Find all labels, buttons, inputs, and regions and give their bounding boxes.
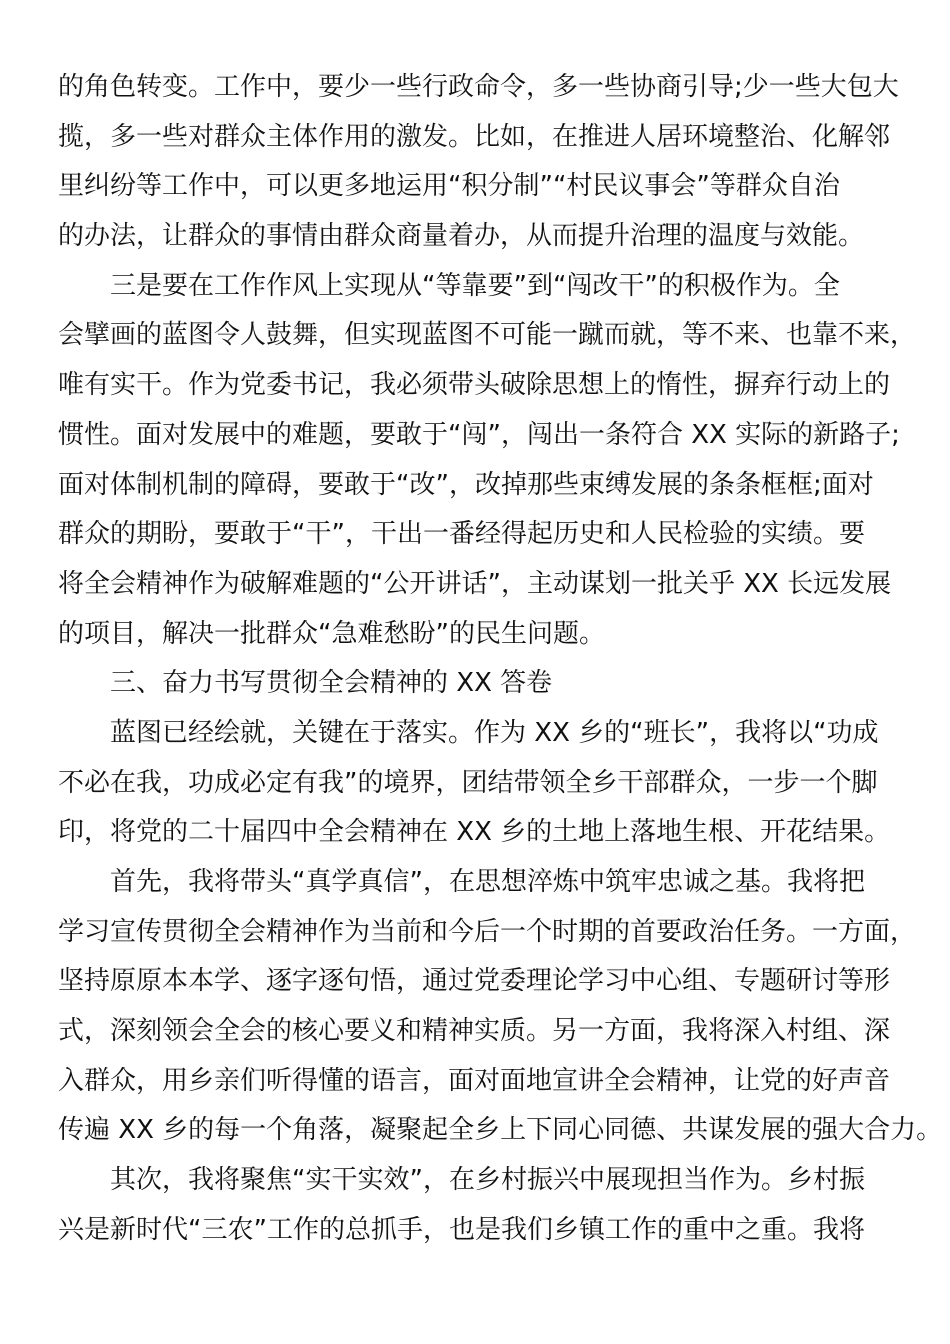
paragraph-work-style [58,262,917,660]
text-line: 入群众，用乡亲们听得懂的语言，面对面地宣讲全会精神，让党的好声音 [58,1065,891,1096]
text-line: 印，将党的二十届四中全会精神在 XX 乡的土地上落地生根、开花结果。 [58,817,891,848]
text-line: 兴是新时代“三农”工作的总抓手，也是我们乡镇工作的重中之重。我将 [58,1214,865,1245]
text-line: 三是要在工作作风上实现从“等靠要”到“闯改干”的积极作为。全 [58,270,840,301]
text-line: 将全会精神作为破解难题的“公开讲话”，主动谋划一批关乎 XX 长远发展 [58,568,892,599]
text-line: 的办法，让群众的事情由群众商量着办，从而提升治理的温度与效能。 [58,221,865,252]
text-line: 会擘画的蓝图令人鼓舞，但实现蓝图不可能一蹴而就，等不来、也靠不来， [58,320,917,351]
paragraph-blueprint [58,709,890,858]
section-heading [58,659,890,709]
text-line: 惯性。面对发展中的难题，要敢于“闯”，闯出一条符合 XX 实际的新路子; [58,419,900,450]
text-line: 其次，我将聚焦“实干实效”，在乡村振兴中展现担当作为。乡村振 [58,1165,865,1196]
text-line: 群众的期盼，要敢于“干”，干出一番经得起历史和人民检验的实绩。要 [58,519,865,550]
text-line: 里纠纷等工作中，可以更多地运用“积分制”“村民议事会”等群众自治 [58,171,840,202]
text-line: 蓝图已经绘就，关键在于落实。作为 XX 乡的“班长”，我将以“功成 [58,717,879,748]
text-line: 揽，多一些对群众主体作用的激发。比如，在推进人居环境整治、化解邻 [58,121,891,152]
paragraph-second [58,1156,890,1255]
text-line: 传遍 XX 乡的每一个角落，凝聚起全乡上下同心同德、共谋发展的强大合力。 [58,1115,943,1146]
text-line: 唯有实干。作为党委书记，我必须带头破除思想上的惰性，摒弃行动上的 [58,370,891,401]
paragraph-role-transformation [58,63,899,262]
text-line: 首先，我将带头“真学真信”，在思想淬炼中筑牢忠诚之基。我将把 [58,867,865,897]
heading-line: 三、奋力书写贯彻全会精神的 XX 答卷 [58,668,553,699]
text-line: 学习宣传贯彻全会精神作为当前和今后一个时期的首要政治任务。一方面， [58,916,917,947]
text-line: 坚持原原本本学、逐字逐句悟，通过党委理论学习中心组、专题研讨等形 [58,966,891,997]
document-page [58,63,943,1256]
text-line: 的角色转变。工作中，要少一些行政命令，多一些协商引导;少一些大包大 [58,72,899,102]
text-line: 面对体制机制的障碍，要敢于“改”，改掉那些束缚发展的条条框框;面对 [58,469,874,500]
text-line: 不必在我，功成必定有我”的境界，团结带领全乡干部群众，一步一个脚 [58,767,878,798]
text-line: 式，深刻领会全会的核心要义和精神实质。另一方面，我将深入村组、深 [58,1016,891,1047]
paragraph-first [58,858,943,1156]
text-line: 的项目，解决一批群众“急难愁盼”的民生问题。 [58,618,605,649]
